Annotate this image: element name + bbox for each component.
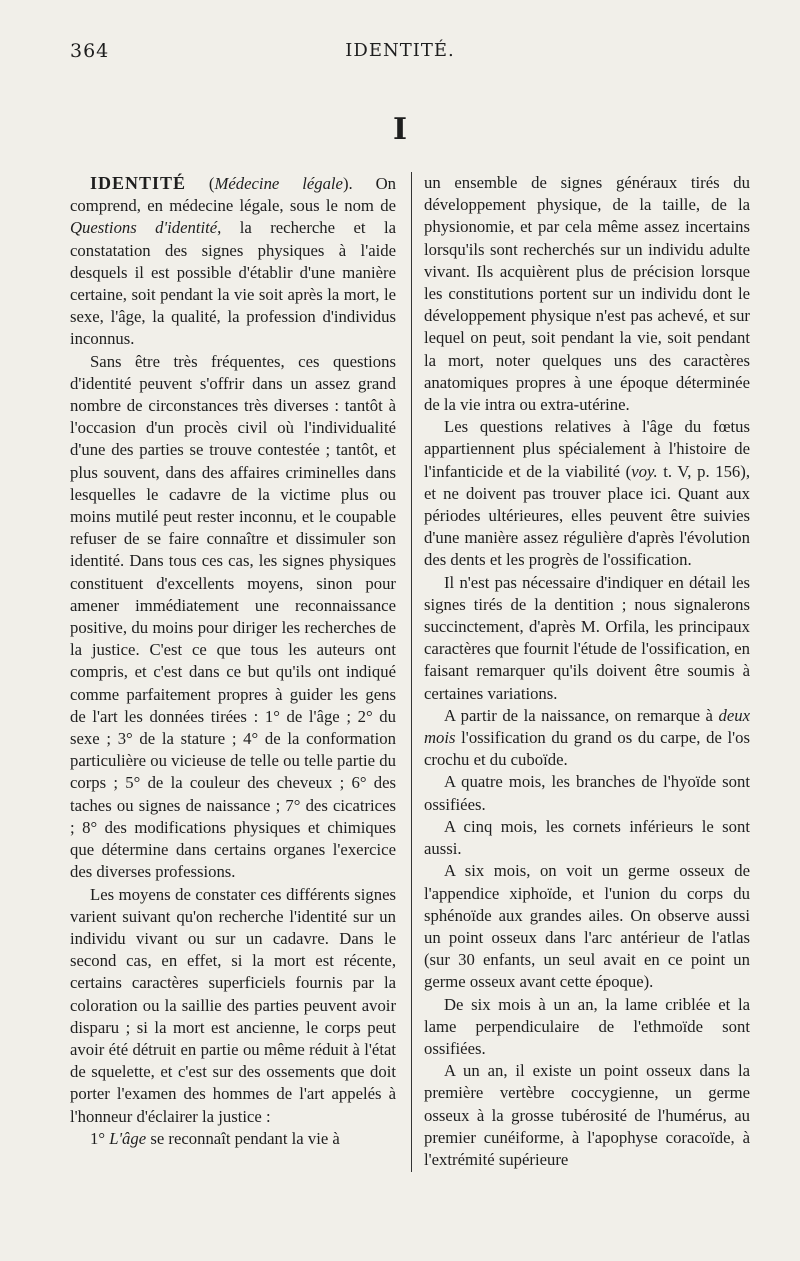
paragraph: [424, 416, 750, 571]
text-b: l'ossification du grand os du carpe, de l'os crochu et du cuboïde.: [424, 728, 750, 770]
paragraph: [424, 705, 750, 772]
item-text: se reconnaît pendant la vie à: [146, 1128, 340, 1148]
page-number: 364: [70, 40, 110, 62]
paragraph: [70, 1128, 396, 1150]
term: deux mois: [424, 705, 750, 748]
paragraph: A cinq mois, les cornets inférieurs le sont aussi.: [424, 816, 750, 859]
paragraph: A six mois, on voit un germe osseux de l'appendice xiphoïde, et l'union du corps du sphénoïde aux grandes ailes. On observe aussi un point osseux dans l'arc antérieur de l'atlas (sur 30 enfants, un seul avait en ce point un germe osseux avant cette époque).: [424, 861, 750, 992]
entry-text-b: , la recherche et la constatation des signes physiques à l'aide desquels il est possible d'établir d'une manière certaine, soit pendant la vie soit après la mort, le sexe, l'âge, la qualité, la profession d'individus inconnus.: [70, 218, 396, 349]
text-a: Les questions relatives à l'âge du fœtus appartiennent plus spécialement à l'histoire de l'infanticide et de la viabilité (: [424, 417, 750, 481]
paragraph: Il n'est pas nécessaire d'indiquer en détail les signes tirés de la dentition ; nous signalerons succinctement, d'après M. Orfila, les principaux caractères que fournit l'étude de l'ossification, en faisant remarquer qu'ils doivent être soumis à certaines variations.: [424, 572, 750, 703]
left-column: [70, 172, 396, 1171]
paragraph: De six mois à un an, la lame criblée et la lame perpendiculaire de l'ethmoïde sont ossifiées.: [424, 994, 750, 1058]
right-column: [424, 172, 750, 1171]
entry-term: Questions d'identité: [70, 218, 218, 238]
text-b: ), et ne doivent pas trouver place ici. Quant aux périodes ultérieures, elles peuvent être suivies d'une manière assez régulière d'après l'évolution des dents et les progrès de l'ossification.: [424, 461, 751, 570]
paragraph: Les moyens de constater ces différents signes varient suivant qu'on recherche l'identité sur un individu vivant ou sur un cadavre. Dans le second cas, en effet, si la mort est récente, certains caractères superficiels fournis par la coloration ou la saillie des parties peuvent avoir disparu ; si la mort est ancienne, le corps peut avoir été détruit en partie ou même réduit à l'état de squelette, et c'est sur des ossements que doit porter l'examen des hommes de l'art appelés à l'honneur d'éclairer la justice :: [70, 884, 396, 1126]
ref: t. V, p. 156: [657, 461, 741, 481]
headword: IDENTITÉ: [90, 173, 187, 193]
entry-paragraph: [70, 172, 396, 351]
ref-italic: voy.: [631, 461, 658, 481]
item-number: 1°: [90, 1128, 110, 1148]
paragraph: Sans être très fréquentes, ces questions d'identité peuvent s'offrir dans un assez grand nombre de circonstances très diverses : tantôt à l'occasion d'un procès civil où l'individualité d'une des parties se trouve contestée ; tantôt, et plus souvent, dans des affaires criminelles dans lesquelles le cadavre de la victime plus ou moins mutilé peut rester inconnu, et le coupable refuser de se faire connaître et dissimuler son identité. Dans tous ces cas, les signes physiques constituent d'excellents moyens, sinon pour amener immédiatement une reconnaissance positive, du moins pour diriger les recherches de la justice. C'est ce que tous les auteurs ont compris, et c'est dans ce but qu'ils ont indiqué comme parfaitement propres à guider les gens de l'art les données tirées : 1° de l'âge ; 2° du sexe ; 3° de la stature ; 4° de la conformation particulière ou vicieuse de telle ou telle partie du corps ; 5° de la couleur des cheveux ; 6° des taches ou signes de naissance ; 7° des cicatrices ; 8° des modifications physiques et chimiques que détermine dans certains organes l'exercice des diverses professions.: [70, 351, 396, 882]
page-header: [0, 40, 800, 70]
paren-open: (: [186, 174, 215, 193]
section-letter: I: [392, 112, 408, 147]
paragraph: A quatre mois, les branches de l'hyoïde sont ossifiées.: [424, 772, 750, 814]
item-term: L'âge: [109, 1128, 147, 1148]
text-a: A partir de la naissance, on remarque à: [444, 705, 719, 725]
domain-label: Médecine légale: [214, 174, 343, 193]
paren-close: ).: [342, 174, 353, 193]
paragraph-continued: un ensemble de signes généraux tirés du développement physique, de la taille, de la physionomie, et par cela même assez incertains lorsqu'ils sont recherchés sur un individu adulte vivant. Ils acquièrent plus de précision lorsque les constitutions portent sur un individu dont le développement physique n'est pas achevé, et sur lequel on peut, soit pendant la vie, soit pendant la mort, noter quelques uns des caractères anatomiques propres à une époque déterminée de la vie intra ou extra-utérine.: [424, 173, 750, 415]
entry-text-a: On comprend, en médecine légale, sous le nom de: [70, 174, 396, 216]
text-columns: [70, 172, 750, 1171]
running-title: IDENTITÉ.: [345, 40, 455, 61]
paragraph: A un an, il existe un point osseux dans la première vertèbre coccygienne, un germe osseux à la grosse tubérosité de l'humérus, au premier cunéiforme, à l'apophyse coracoïde, à l'extrémité supérieure: [424, 1061, 750, 1169]
